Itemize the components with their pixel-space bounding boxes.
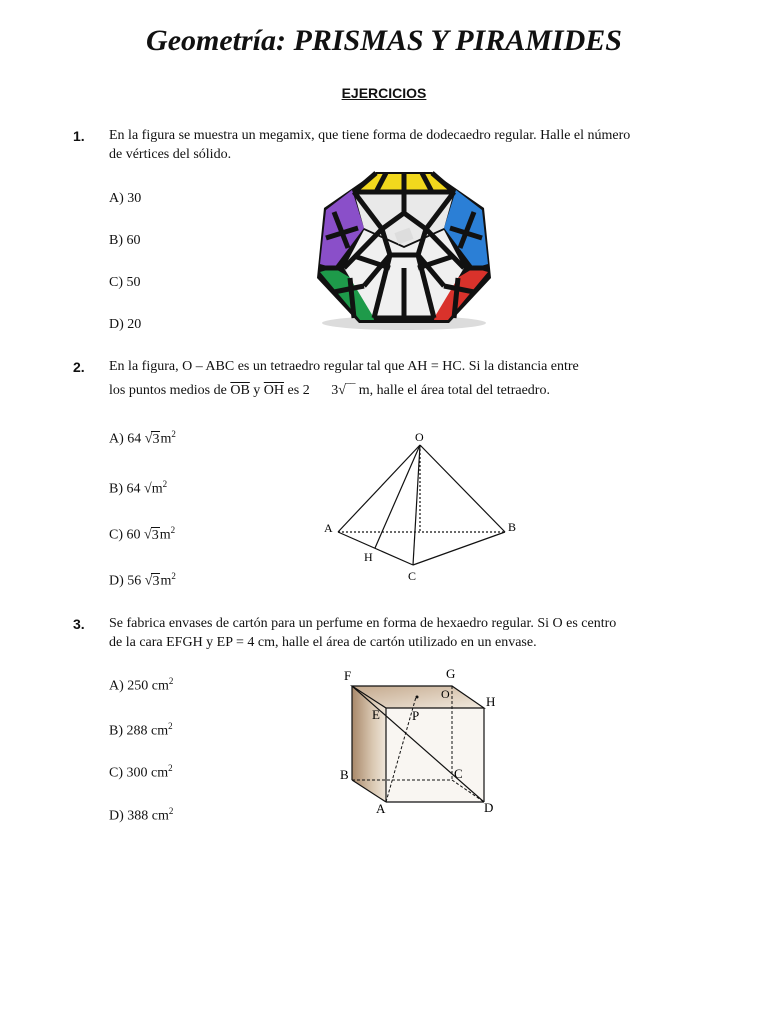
option-c-radicand: 3 bbox=[151, 527, 159, 543]
question-3-option-c bbox=[109, 763, 173, 782]
question-1-text-line-1: En la figura se muestra un megamix, que tiene forma de dodecaedro regular. Halle el número bbox=[109, 128, 631, 143]
question-3-option-d bbox=[109, 806, 173, 825]
question-2-text-part-b: m, halle el área total del tetraedro. bbox=[358, 383, 550, 398]
option-a-exponent: 2 bbox=[168, 676, 174, 686]
option-b-exponent: 2 bbox=[162, 479, 168, 489]
edge-ac bbox=[338, 532, 413, 565]
question-2-text-line-2 bbox=[109, 381, 550, 400]
label-o: O bbox=[441, 687, 450, 701]
radical-icon: √‾‾ bbox=[338, 383, 356, 398]
question-3-option-b bbox=[109, 721, 173, 740]
option-d-radicand: 3 bbox=[152, 573, 160, 589]
option-a-radicand: 3 bbox=[152, 431, 160, 447]
segment-oh: $\overline{OH}$ bbox=[263, 383, 285, 398]
section-heading: EJERCICIOS bbox=[341, 85, 427, 101]
point-o bbox=[416, 696, 419, 699]
question-1-option-c: C) 50 bbox=[109, 275, 141, 290]
question-1-number: 1. bbox=[73, 128, 85, 144]
edge-oa bbox=[338, 445, 420, 532]
question-1-option-a: A) 30 bbox=[109, 191, 142, 206]
option-b-prefix: B) 64 bbox=[109, 481, 141, 497]
option-d-prefix: D) 56 bbox=[109, 573, 142, 589]
question-2-option-d: D) 56 $√3m^2$ bbox=[109, 571, 176, 589]
question-2-text-line-1: En la figura, O – ABC es un tetraedro regular tal que AH = HC. Si la distancia entre bbox=[109, 359, 579, 374]
label-d: D bbox=[484, 800, 494, 815]
question-1-option-d: D) 20 bbox=[109, 317, 142, 332]
question-2-text-part-a: los puntos medios de bbox=[109, 383, 227, 398]
option-c-value: C) 300 cm bbox=[109, 765, 169, 781]
option-a-unit: m bbox=[160, 431, 172, 447]
segment-ob: $\overline{OB}$ bbox=[230, 383, 250, 398]
label-a: A bbox=[376, 801, 386, 816]
option-b-unit: m bbox=[151, 481, 163, 497]
edge-ob bbox=[420, 445, 505, 532]
label-c: C bbox=[454, 766, 463, 781]
edge-oc bbox=[413, 445, 420, 565]
question-3-text-line-1: Se fabrica envases de cartón para un perfume en forma de hexaedro regular. Si O es centro bbox=[109, 616, 617, 631]
radical-index: 3 bbox=[331, 383, 339, 398]
label-e: E bbox=[372, 707, 380, 722]
question-2-option-b: B) 64 $√m^2$ bbox=[109, 479, 168, 497]
option-d-value: D) 388 cm bbox=[109, 808, 169, 824]
cube-figure bbox=[334, 662, 504, 822]
question-3-option-a bbox=[109, 676, 173, 695]
question-2-option-c: C) 60 $√3m^2$ bbox=[109, 525, 176, 543]
label-f: F bbox=[344, 668, 352, 683]
label-b: B bbox=[340, 767, 349, 782]
edge-cb bbox=[413, 532, 505, 565]
label-c: C bbox=[408, 569, 417, 583]
option-c-unit: m bbox=[159, 527, 171, 543]
question-2-value: es 2 bbox=[287, 383, 310, 398]
page-title: Geometría: PRISMAS Y PIRAMIDES bbox=[146, 24, 622, 57]
option-d-unit: m bbox=[160, 573, 172, 589]
option-c-exponent: 2 bbox=[170, 525, 176, 535]
face-front bbox=[386, 708, 484, 802]
option-d-exponent: 2 bbox=[171, 571, 176, 581]
option-b-exponent: 2 bbox=[168, 721, 173, 731]
option-b-value: B) 288 cm bbox=[109, 723, 169, 739]
label-h: H bbox=[364, 550, 373, 564]
tetrahedron-figure bbox=[318, 425, 528, 585]
question-1-text-line-2: de vértices del sólido. bbox=[109, 147, 232, 162]
question-3-number: 3. bbox=[73, 616, 85, 632]
option-c-exponent: 2 bbox=[168, 763, 173, 773]
segment-oh bbox=[375, 445, 420, 548]
question-2-conjunction: y bbox=[253, 383, 261, 398]
option-a-value: A) 250 cm bbox=[109, 678, 169, 694]
label-o: O bbox=[415, 430, 424, 444]
question-2-option-a: A) 64 $√3m^2$ bbox=[109, 429, 176, 447]
question-1-option-b: B) 60 bbox=[109, 233, 141, 248]
option-a-exponent: 2 bbox=[171, 429, 176, 439]
option-d-exponent: 2 bbox=[168, 806, 174, 816]
label-a: A bbox=[324, 521, 333, 535]
megaminx-image bbox=[314, 168, 494, 330]
question-3-text-line-2: de la cara EFGH y EP = 4 cm, halle el área de cartón utilizado en un envase. bbox=[109, 635, 537, 650]
option-a-prefix: A) 64 bbox=[109, 431, 142, 447]
label-h: H bbox=[486, 694, 496, 709]
question-2-number: 2. bbox=[73, 359, 85, 375]
label-g: G bbox=[446, 666, 456, 681]
label-p: P bbox=[412, 708, 420, 723]
label-b: B bbox=[508, 520, 517, 534]
option-c-prefix: C) 60 bbox=[109, 527, 141, 543]
